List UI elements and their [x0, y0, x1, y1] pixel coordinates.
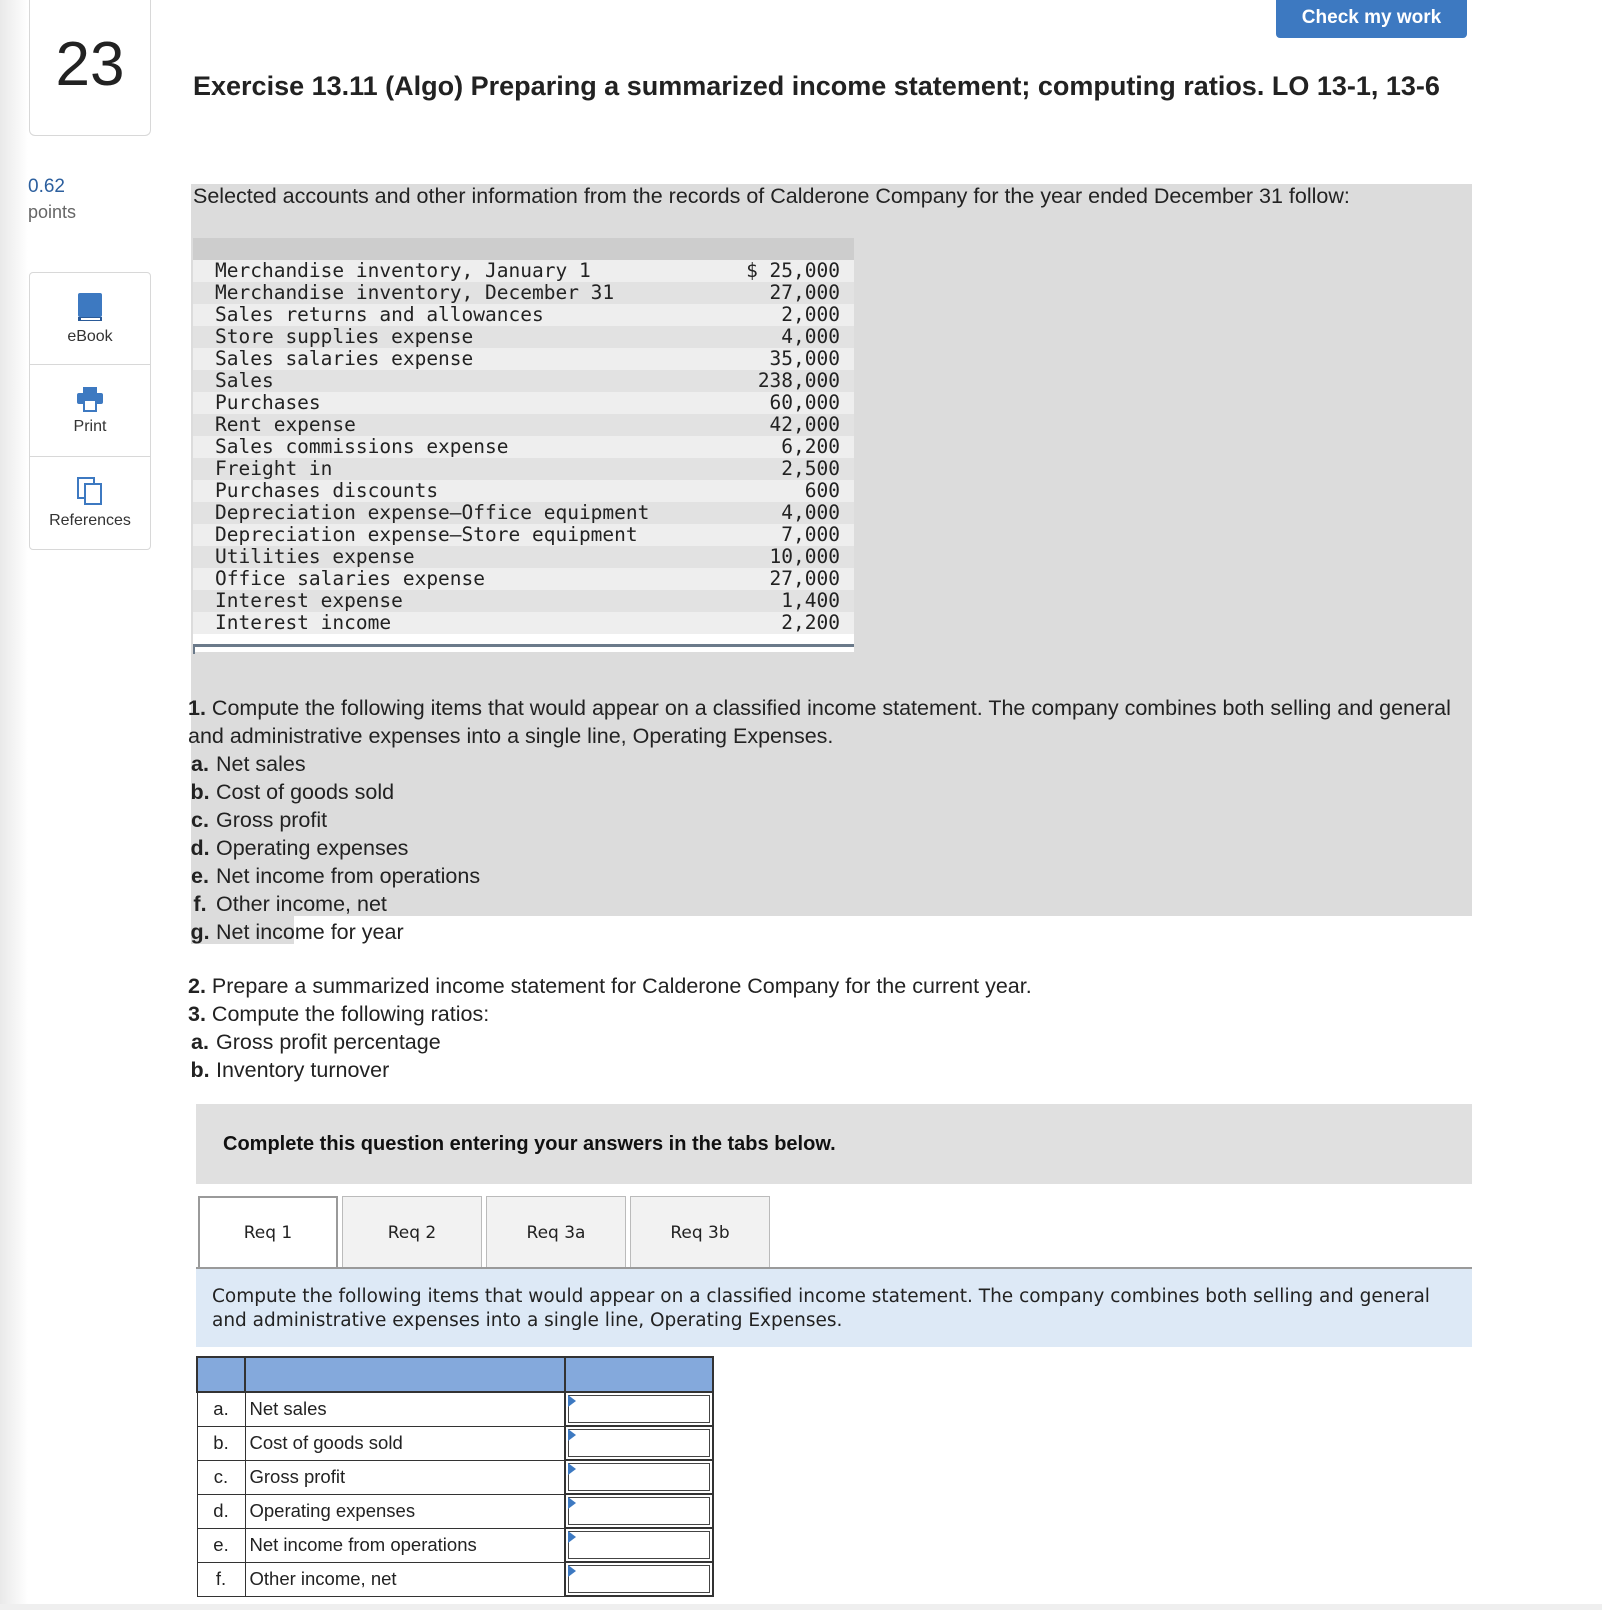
- answer-label: Net income from operations: [245, 1528, 565, 1562]
- answer-row: [197, 1460, 713, 1494]
- printer-icon: [76, 386, 104, 412]
- account-row: [193, 304, 854, 326]
- complete-prompt: Complete this question entering your answers in the tabs below.: [196, 1104, 1472, 1184]
- answer-letter: c.: [197, 1460, 245, 1494]
- accounts-table: [193, 238, 854, 666]
- instruction-item: [184, 890, 1458, 918]
- account-label: Store supplies expense: [215, 325, 474, 348]
- account-row: [193, 282, 854, 304]
- answer-header-label: [245, 1357, 565, 1392]
- answer-label: Net sales: [245, 1392, 565, 1426]
- instruction-item-text: Other income, net: [216, 892, 387, 916]
- account-row: [193, 502, 854, 524]
- instruction-item-letter: a.: [191, 1030, 209, 1054]
- answer-input[interactable]: [568, 1531, 710, 1559]
- account-label: Freight in: [215, 457, 333, 480]
- account-amount: 42,000: [769, 413, 840, 436]
- instruction-item: [184, 778, 1458, 806]
- answer-input[interactable]: [568, 1565, 710, 1593]
- account-label: Sales returns and allowances: [215, 303, 544, 326]
- answer-row: [197, 1392, 713, 1426]
- answer-rows: [197, 1392, 713, 1596]
- answer-input-cell: [565, 1460, 713, 1494]
- answer-letter: f.: [197, 1562, 245, 1596]
- accounts-footer-rule: [193, 634, 854, 652]
- answer-input-cell: [565, 1426, 713, 1460]
- account-label: Utilities expense: [215, 545, 415, 568]
- answer-letter: a.: [197, 1392, 245, 1426]
- instruction-item-text: Net sales: [216, 752, 306, 776]
- instruction-item-text: Inventory turnover: [216, 1058, 390, 1082]
- account-amount: 4,000: [781, 501, 840, 524]
- answer-label: Operating expenses: [245, 1494, 565, 1528]
- account-row: [193, 480, 854, 502]
- answer-label: Gross profit: [245, 1460, 565, 1494]
- account-amount: 1,400: [781, 589, 840, 612]
- account-amount: $ 25,000: [746, 259, 840, 282]
- req-tabs: [198, 1196, 774, 1268]
- account-row: [193, 524, 854, 546]
- account-row: [193, 392, 854, 414]
- book-icon: [77, 292, 103, 322]
- answer-input[interactable]: [568, 1429, 710, 1457]
- answer-row: [197, 1494, 713, 1528]
- account-label: Sales commissions expense: [215, 435, 509, 458]
- tab-req-4[interactable]: Req 3b: [630, 1196, 770, 1268]
- tab-req-1[interactable]: Req 1: [198, 1196, 338, 1268]
- account-label: Depreciation expense—Office equipment: [215, 501, 650, 524]
- account-amount: 7,000: [781, 523, 840, 546]
- references-icon: [76, 476, 104, 506]
- account-row: [193, 414, 854, 436]
- account-row: [193, 436, 854, 458]
- instruction-item-letter: c.: [191, 808, 209, 832]
- answer-input[interactable]: [568, 1497, 710, 1525]
- account-row: [193, 568, 854, 590]
- instruction-item-text: Net income for year: [216, 920, 404, 944]
- references-label: References: [49, 512, 131, 529]
- answer-input-cell: [565, 1494, 713, 1528]
- answer-input-cell: [565, 1528, 713, 1562]
- answer-table: [196, 1356, 714, 1597]
- check-my-work-button[interactable]: Check my work: [1276, 0, 1467, 38]
- answer-letter: d.: [197, 1494, 245, 1528]
- answer-header-letter: [197, 1357, 245, 1392]
- bottom-gutter: [0, 1604, 1602, 1610]
- instruction-item-text: Net income from operations: [216, 864, 481, 888]
- account-label: Sales: [215, 369, 274, 392]
- left-gutter: [0, 0, 28, 1610]
- account-row: [193, 590, 854, 612]
- answer-table-header: [197, 1357, 713, 1392]
- ebook-label: eBook: [67, 327, 113, 345]
- account-amount: 10,000: [769, 545, 840, 568]
- tab-instruction: Compute the following items that would appear on a classified income statement. The company combines both selling and general and administrative expenses into a single line, Operating Expenses.: [196, 1269, 1472, 1347]
- account-amount: 27,000: [769, 281, 840, 304]
- instruction-item: [184, 750, 1458, 778]
- instruction-item-letter: f.: [193, 892, 207, 916]
- account-row: [193, 348, 854, 370]
- account-row: [193, 326, 854, 348]
- instruction-item-letter: a.: [191, 752, 209, 776]
- account-label: Interest income: [215, 611, 392, 634]
- account-label: Rent expense: [215, 413, 356, 436]
- question-number: 23: [29, 0, 151, 136]
- instruction-item: [184, 862, 1458, 890]
- instruction-item: [184, 834, 1458, 862]
- answer-letter: e.: [197, 1528, 245, 1562]
- intro-text: Selected accounts and other information from the records of Calderone Company for the year ended December 31 follow:: [193, 184, 1350, 208]
- side-tools: [29, 272, 151, 550]
- points-label: points: [28, 202, 77, 222]
- answer-label: Other income, net: [245, 1562, 565, 1596]
- account-amount: 35,000: [769, 347, 840, 370]
- exercise-title: Exercise 13.11 (Algo) Preparing a summarized income statement; computing ratios. LO 13-1, 13-6: [193, 71, 1440, 101]
- account-label: Depreciation expense—Store equipment: [215, 523, 638, 546]
- part3-items: [184, 1028, 1458, 1084]
- account-amount: 6,200: [781, 435, 840, 458]
- part2-text: 2. Prepare a summarized income statement for Calderone Company for the current year.: [188, 974, 1032, 998]
- references-button[interactable]: [30, 457, 150, 549]
- answer-input[interactable]: [568, 1395, 710, 1423]
- answer-label: Cost of goods sold: [245, 1426, 565, 1460]
- instruction-item-letter: g.: [190, 920, 210, 944]
- account-amount: 27,000: [769, 567, 840, 590]
- account-amount: 600: [804, 479, 840, 502]
- part1-instructions: [188, 694, 1458, 946]
- account-row: [193, 260, 854, 282]
- account-amount: 2,200: [781, 611, 840, 634]
- instruction-item-letter: b.: [190, 1058, 210, 1082]
- part2-3-instructions: [188, 972, 1458, 1084]
- account-amount: 4,000: [781, 325, 840, 348]
- answer-header-value: [565, 1357, 713, 1392]
- account-label: Purchases discounts: [215, 479, 439, 502]
- instruction-item-text: Operating expenses: [216, 836, 409, 860]
- account-amount: 2,000: [781, 303, 840, 326]
- instruction-item: [184, 1056, 1458, 1084]
- account-label: Interest expense: [215, 589, 403, 612]
- instruction-item-text: Gross profit percentage: [216, 1030, 441, 1054]
- account-label: Merchandise inventory, January 1: [215, 259, 591, 282]
- answer-letter: b.: [197, 1426, 245, 1460]
- print-button[interactable]: [30, 365, 150, 457]
- account-label: Purchases: [215, 391, 321, 414]
- account-row: [193, 458, 854, 480]
- instruction-item-letter: d.: [190, 836, 210, 860]
- account-label: Office salaries expense: [215, 567, 486, 590]
- part1-text: 1. Compute the following items that would appear on a classified income statement. The company combines both selling and general and administrative expenses into a single line, Operating Expenses.: [188, 696, 1451, 748]
- instruction-item-letter: e.: [191, 864, 209, 888]
- ebook-button[interactable]: [30, 273, 150, 365]
- account-amount: 238,000: [757, 369, 840, 392]
- instruction-item: [184, 806, 1458, 834]
- part3-text: 3. Compute the following ratios:: [188, 1002, 490, 1026]
- answer-input[interactable]: [568, 1463, 710, 1491]
- instruction-item-text: Cost of goods sold: [216, 780, 395, 804]
- instruction-item-text: Gross profit: [216, 808, 328, 832]
- answer-input-cell: [565, 1562, 713, 1596]
- instruction-item: [184, 1028, 1458, 1056]
- answer-row: [197, 1426, 713, 1460]
- account-row: [193, 546, 854, 568]
- account-amount: 60,000: [769, 391, 840, 414]
- tab-req-3[interactable]: Req 3a: [486, 1196, 626, 1268]
- part1-items: [184, 750, 1458, 946]
- account-amount: 2,500: [781, 457, 840, 480]
- print-label: Print: [73, 417, 107, 435]
- tab-req-2[interactable]: Req 2: [342, 1196, 482, 1268]
- answer-input-cell: [565, 1392, 713, 1426]
- accounts-header: [193, 238, 854, 260]
- answer-row: [197, 1562, 713, 1596]
- instruction-item: [184, 918, 1458, 946]
- instruction-item-letter: b.: [190, 780, 210, 804]
- account-row: [193, 612, 854, 634]
- account-row: [193, 370, 854, 392]
- account-label: Sales salaries expense: [215, 347, 474, 370]
- answer-row: [197, 1528, 713, 1562]
- accounts-rows: [193, 260, 854, 634]
- account-label: Merchandise inventory, December 31: [215, 281, 615, 304]
- points-value: 0.62: [28, 176, 65, 197]
